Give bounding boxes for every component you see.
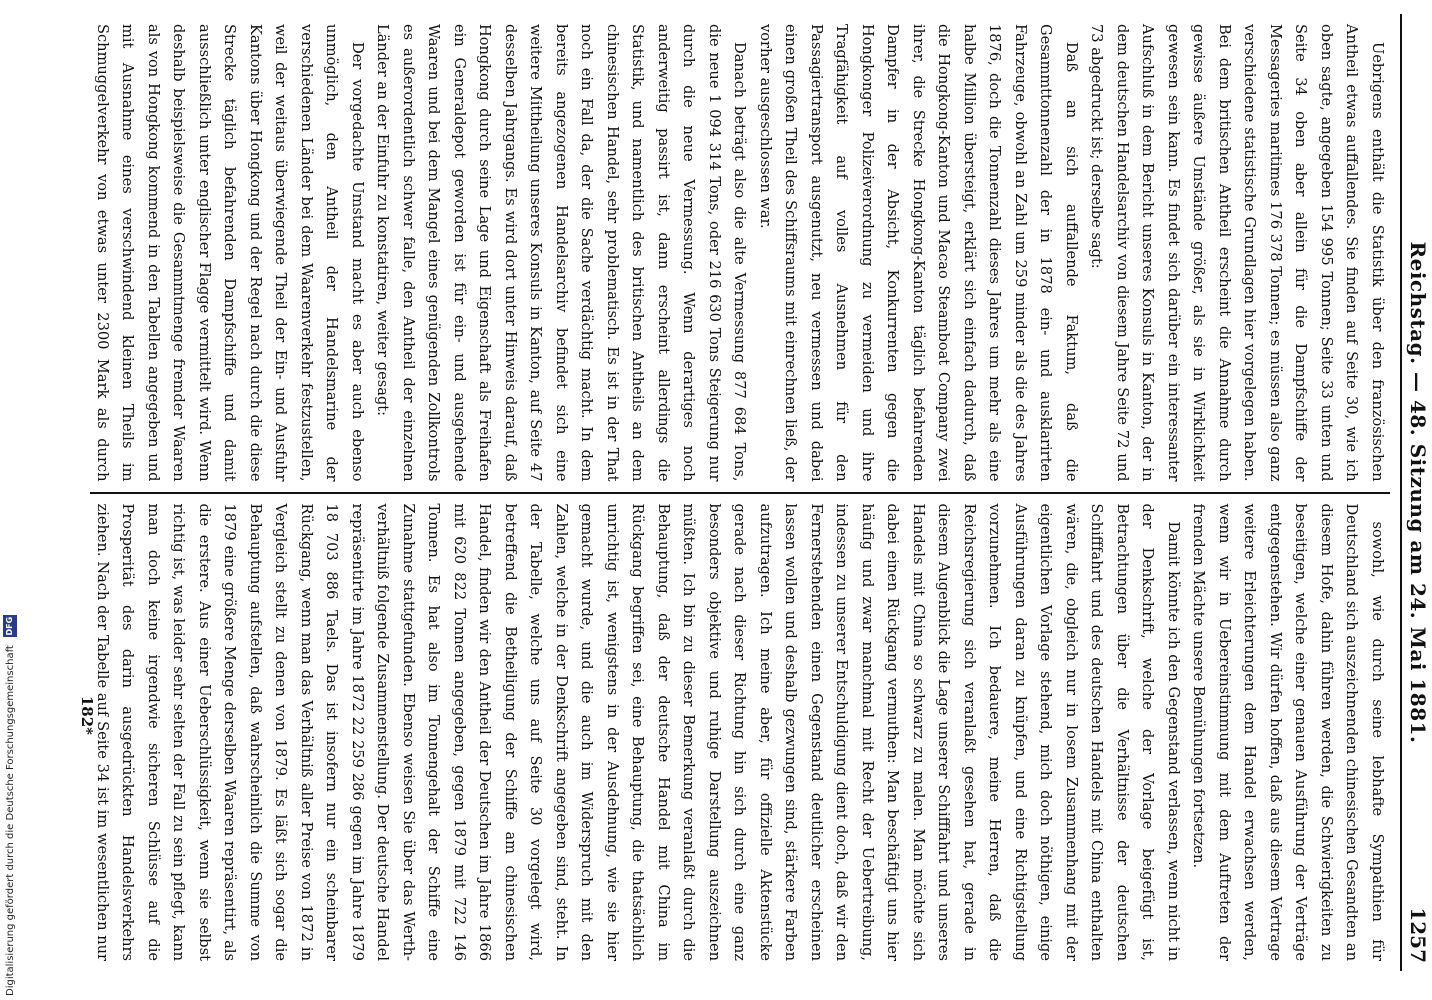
- rotated-page: [12, 0, 1432, 985]
- paragraph: Damit könnte ich den Gegenstand verlassen, wenn nicht in der Denkschrift, welche der Vorlage beigefügt ist, Betrachtungen über die Verhältnisse der deutschen Schifffahrt und des deutschen Handels mit China enthalten wären, die, obgleich nur in losem Zusammenhang mit der eigentlichen Vorlage stehend, mich doch nöthigen, einige Ausführungen daran zu knüpfen, und eine Richtigstellung vorzunehmen. Ich bedauere, meine Herren, daß die Reichsregierung sich veranlaßt gesehen hat, gerade in diesem Augenblick die Lage unserer Schifffahrt und unseres Handels mit China so schwarz zu malen. Man möchte sich dabei einen Rückgang vermuthen: Man beschäftigt uns hier häufig und zwar manchmal mit Recht der Uebertreibung, indessen zu unserer Entschuldigung dient doch, daß wir den Fernerstehenden einen Gegenstand deutlicher erscheinen lassen wollen und deshalb gezwungen sind, stärkere Farben aufzutragen. Ich meine aber, für offizielle Aktenstücke gerade nach dieser Richtung hin sich durch eine ganz besonders objektive und ruhige Darstellung auszeichnen müßten. Ich bin zu dieser Bemerkung veranlaßt durch die Behauptung, daß der deutsche Handel mit China im Rückgang begriffen sei, eine Behauptung, die thatsächlich unrichtig ist, wenigstens in der Ausdehnung, wie sie hier gemacht wurde, und die auch im Widerspruch mit den Zahlen, welche in der Denkschrift angegeben sind, steht. In der Tabelle, welche uns auf Seite 30 vorgelegt wird, betreffend die Betheiligung der Schiffe am chinesischen Handel, finden wir den Antheil der Deutschen im Jahre 1866 mit 620 822 Tonnen angegeben, gegen 1879 mit 722 146 Tonnen. Es hat also im Tonnengehalt der Schiffe eine Zunahme stattgefunden. Ebenso weisen Sie über das Werth-verhältniß folgende Zusammenstellung. Der deutsche Handel repräsentirte im Jahre 1872 22 259 286 gegen im Jahre 1879 18 703 886 Taels. Das ist insofern nur ein scheinbarer Rückgang, wenn man das Verhältniß aller Preise von 1872 in Vergleich stellt zu denen von 1879. Es läßt sich sogar die Behauptung aufstellen, daß wahrscheinlich die Summe von 1879 eine größere Menge derselben Waaren repräsentirt, als die erstere. Aus einer Ueberschlüssigkeit, wenn sie selbst richtig ist, was leider sehr selten der Fall zu sein pflegt, kann man doch keine irgendwie sicheren Schlüsse auf die Prosperität des darin ausgedrückten Handelsverkehrs ziehen. Nach der Tabelle auf Seite 34 ist im wesentlichen nur: [94, 503, 1182, 961]
- digitization-note-text: Digitalisierung gefördert durch die Deutsche Forschungsgemeinschaft: [4, 645, 16, 996]
- page-number: 1257: [1406, 907, 1430, 963]
- dfg-logo-icon: DFG: [3, 615, 17, 637]
- paragraph: sowohl, wie durch seine lebhafte Sympathien für Deutschland sich auszeichnenden chinesischen Gesandten an diesem Hofe, dahin führen werden, die Schwierigkeiten zu beseitigen, welche einer genauen Ausführung der Verträge entgegenstehen. Wir dürfen hoffen, daß aus diesem Vertrage weitere Erleichterungen dem Handel erwachsen werden, wenn wir in Uebereinstimmung mit dem Auftreten der fremden Mächte unsere Bemühungen fortsetzen.: [1190, 503, 1386, 961]
- paragraph: Uebrigens enthält die Statistik über den französischen Antheil etwas auffallendes. Sie finden auf Seite 30, wie ich oben sagte, angegeben 154 995 Tonnen; Seite 33 unten und Seite 34 oben aber allein für die Dampfschiffe der Messageries maritimes 176 378 Tonnen; es müssen also ganz verschiedene statistische Grundlagen hier vorgelegen haben. Bei dem britischen Antheil erscheint die Annahme durch gewisse äußere Umstände größer, als sie in Wirklichkeit gewesen sein kann. Es findet sich darüber ein interessanter Aufschluß in dem Bericht unseres Konsuls in Kanton, der in dem deutschen Handelsarchiv von diesem Jahre Seite 72 und 73 abgedruckt ist; derselbe sagt:: [1088, 24, 1386, 482]
- sheet-signature: 182*: [78, 695, 96, 735]
- paragraph: Der vorgedachte Umstand macht es aber auch ebenso unmöglich, den Antheil der Handelsmarine der verschiedenen Länder bei dem Waarenverkehr festzustellen, weil der weitaus überwiegende Theil der Ein- und Ausfuhr Kantons über Hongkong und der Regel nach durch die diese Strecke täglich befahrenden Dampfschiffe und damit ausschließlich unter englischer Flagge vermittelt wird. Wenn deshalb beispielsweise die Gesammtmenge fremder Waaren als von Hongkong kommend in den Tabellen angegeben und mit Ausnahme eines verschwindend kleinen Theils im Schmuggelverkehr von etwas unter 2300 Mark als durch: [94, 24, 366, 482]
- paragraph: Danach beträgt also die alte Vermessung 877 684 Tons, die neue 1 094 314 Tons, oder 216 630 Tons Steigerung nur durch die neue Vermessung. Wenn derartiges noch anderweitig passirt ist, dann erscheint allerdings die Statistik, und namentlich des britischen Antheils an dem chinesischen Handel, sehr problematisch. Es ist in der That noch ein Fall da, der die Sache verdächtig macht. In dem bereits angezogenen Handelsarchiv befindet sich eine weitere Mittheilung unseres Konsuls in Kanton, auf Seite 47 desselben Jahrgangs. Es wird dort unter Hinweis darauf, daß Hongkong durch seine Lage und Eigenschaft als Freihafen ein Generaldepot geworden ist für ein- und ausgehende Waaren und bei dem Mangel eines genügenden Zollkontrols es außerordentlich schwer falle, den Antheil der einzelnen Länder an der Einfuhr zu konstatiren, weiter gesagt:: [374, 24, 749, 482]
- page-header: [1400, 14, 1432, 971]
- paragraph: Daß an sich auffallende Faktum, daß die Gesammttonnenzahl der in 1878 ein- und ausklarirten Fahrzeuge, obwohl an Zahl um 259 minder als die des Jahres 1876, doch die Tonnenzahl dieses Jahres um mehr als eine halbe Million übersteigt, erklärt sich einfach dadurch, daß die Hongkong-Kanton und Macao Steamboat Company zwei ihrer, die Strecke Hongkong-Kanton täglich befahrenden Dampfer in der Absicht, Konkurrenten gegen die Hongkonger Polizeiverordnung zu vermeiden und ihre Tragfähigkeit auf volles Ausnehmen für den Passagiertransport ausgenutzt, neu vermessen und dabei einen großen Theil des Schiffsraums mit einrechnen ließ, der vorher ausgeschlossen war.: [757, 24, 1080, 482]
- column-right: [90, 494, 1390, 972]
- digitization-note: [3, 615, 17, 996]
- column-left: [90, 14, 1390, 492]
- page-title: Reichstag. — 48. Sitzung am 24. Mai 1881.: [1406, 241, 1430, 744]
- text-columns: [90, 14, 1390, 971]
